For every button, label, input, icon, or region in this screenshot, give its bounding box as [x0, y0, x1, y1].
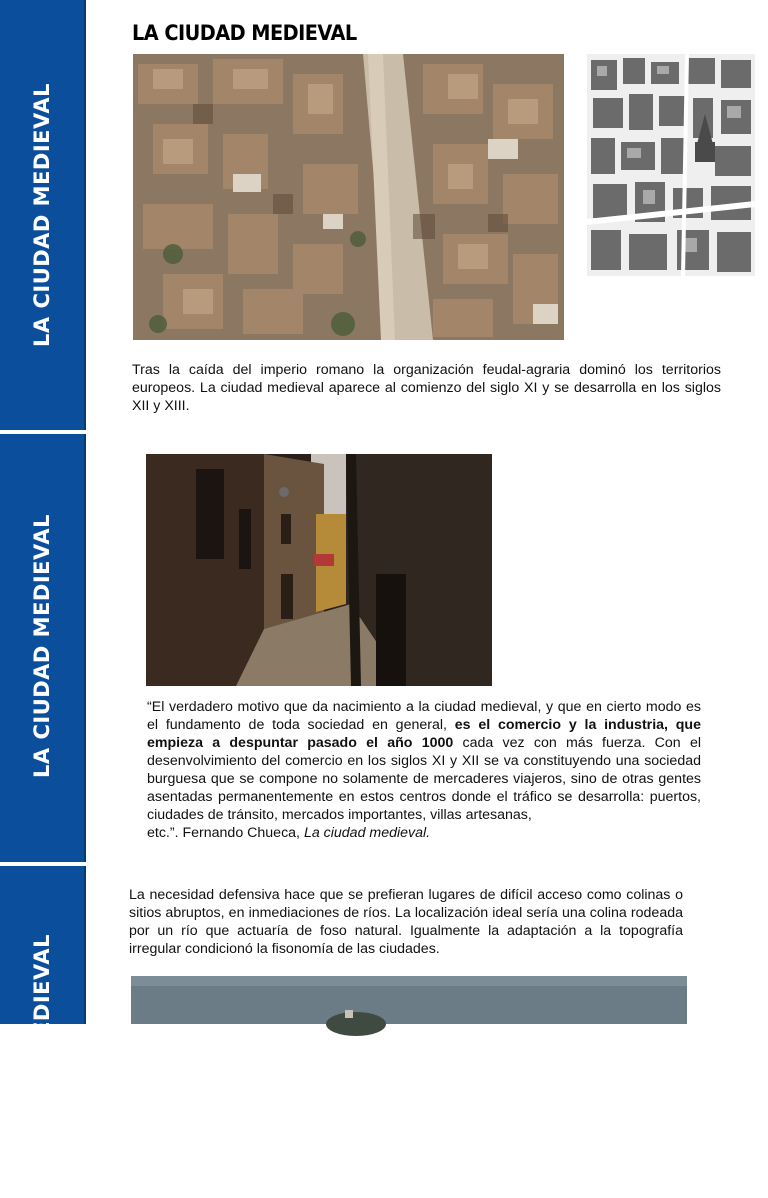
sidebar-panel-1: [0, 0, 86, 430]
quote-emphasis: es el comercio y la industria, que empieza a despuntar pasado el año 1000: [147, 717, 701, 751]
defense-paragraph: La necesidad defensiva hace que se prefieran lugares de difícil acceso como colinas o sitios abruptos, en inmediaciones de ríos. La localización ideal sería una colina rodeada por un río que actuaría de foso natural. Igualmente la adaptación a la topografía irregular condicionó la fisonomía de las ciudades.: [129, 887, 683, 957]
sidebar: [0, 0, 86, 1198]
sidebar-panel-2: [0, 434, 86, 862]
quote-citation: La ciudad medieval.: [303, 825, 431, 841]
quote-text-end: etc.”. Fernando Chueca,: [147, 825, 304, 841]
quote-text-start: “El verdadero motivo que da nacimiento a la ciudad medieval, y que en cierto modo es el fundamento de toda sociedad en general,: [147, 699, 701, 733]
aerial-town-photo: [133, 54, 564, 340]
medieval-street-photo: [146, 454, 492, 686]
sidebar-label-3: LA CIUDAD MEDIEVAL: [30, 934, 54, 1198]
sidebar-panel-3: [0, 866, 86, 1198]
sidebar-label-1: LA CIUDAD MEDIEVAL: [30, 83, 54, 347]
city-map-image: [587, 54, 755, 276]
quote-paragraph: [147, 698, 701, 842]
quote-text-middle: cada vez con más fuerza. Con el desenvolvimiento del comercio en los siglos XI y XII se va constituyendo una sociedad burguesa que se compone no solamente de mercaderes viajeros, sino de otras gentes asentadas permanentemente en estos centros donde el tráfico se desarrolla: puertos, ciudades de tránsito, mercados importantes, villas artesanas,: [147, 735, 701, 823]
page-title: LA CIUDAD MEDIEVAL: [132, 21, 357, 45]
coastal-town-photo: [131, 976, 687, 1024]
intro-paragraph: Tras la caída del imperio romano la organización feudal-agraria dominó los territorios europeos. La ciudad medieval aparece al comienzo del siglo XI y se desarrolla en los siglos XII y XIII.: [132, 362, 721, 414]
sidebar-label-2: LA CIUDAD MEDIEVAL: [30, 514, 54, 778]
